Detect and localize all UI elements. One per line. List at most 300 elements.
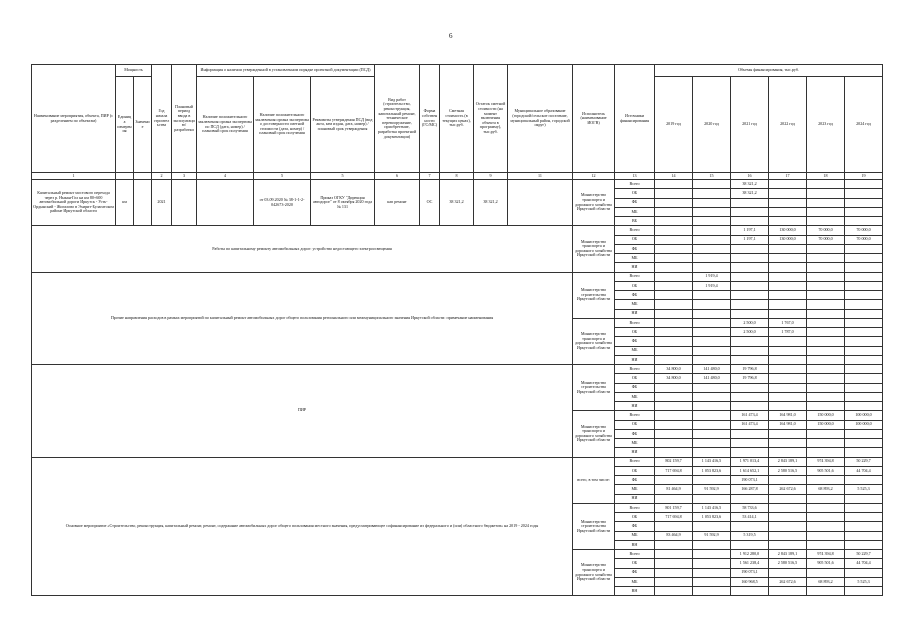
value-cell: 5 525,3 <box>845 577 883 586</box>
value-cell <box>807 217 845 226</box>
value-cell: 190 073,1 <box>731 476 769 485</box>
value-cell <box>845 374 883 383</box>
block-other-executor-1: Министерство строительства Иркутской области <box>573 272 615 318</box>
column-numbers-row <box>32 173 883 180</box>
value-cell <box>845 503 883 512</box>
column-number <box>116 173 134 180</box>
value-cell <box>845 476 883 485</box>
source-code: МБ <box>615 300 655 309</box>
value-cell <box>693 448 731 457</box>
column-number: 5 <box>311 173 375 180</box>
year-header: 2019 год <box>655 77 693 173</box>
value-cell <box>807 448 845 457</box>
value-cell: 34 800,0 <box>655 374 693 383</box>
value-cell <box>769 531 807 540</box>
value-cell <box>769 198 807 207</box>
value-cell <box>655 577 693 586</box>
table-header <box>32 65 883 180</box>
column-number: 12 <box>573 173 615 180</box>
value-cell <box>655 337 693 346</box>
value-cell <box>731 217 769 226</box>
object-start-year: 2021 <box>152 180 172 226</box>
value-cell <box>807 355 845 364</box>
value-cell <box>731 337 769 346</box>
value-cell <box>693 476 731 485</box>
value-cell <box>845 244 883 253</box>
value-cell <box>807 180 845 189</box>
value-cell: 1 971 013,4 <box>731 457 769 466</box>
value-cell <box>807 476 845 485</box>
pd-approval-header: Реквизиты утверждения ПСД (вид акта, кем издан, дата, номер) / плановый срок утверждения <box>311 77 375 173</box>
value-cell: 50 229,7 <box>845 457 883 466</box>
value-cell <box>845 281 883 290</box>
block-main-executor-2: Министерство транспорта и дорожного хозяйства Иркутской области <box>573 550 615 596</box>
value-cell: 1 197,1 <box>731 226 769 235</box>
value-cell <box>731 281 769 290</box>
value-cell <box>845 383 883 392</box>
value-cell <box>693 291 731 300</box>
value-cell <box>655 217 693 226</box>
pd-estimate-header: Наличие положительного заключения органа экспертизы о достоверности сметной стоимости (дата, номер) / плановый срок получения <box>254 77 311 173</box>
value-cell <box>693 235 731 244</box>
value-cell <box>845 207 883 216</box>
object-work-type: кап ремонт <box>375 180 420 226</box>
source-code: ФБ <box>615 244 655 253</box>
source-code: ВБ <box>615 217 655 226</box>
value-cell: 160 968,5 <box>731 577 769 586</box>
value-cell <box>807 337 845 346</box>
column-number: 4 <box>197 173 254 180</box>
value-cell <box>693 420 731 429</box>
value-cell <box>845 198 883 207</box>
value-cell <box>693 429 731 438</box>
value-cell <box>655 568 693 577</box>
cap-unit-header: Единица измерения <box>116 77 134 173</box>
column-number: 8 <box>440 173 474 180</box>
value-cell <box>769 337 807 346</box>
value-cell <box>769 568 807 577</box>
value-cell: 802 159,7 <box>655 457 693 466</box>
value-cell <box>655 207 693 216</box>
value-cell <box>769 263 807 272</box>
source-code: ОБ <box>615 420 655 429</box>
column-number: 3 <box>172 173 197 180</box>
value-cell <box>845 429 883 438</box>
finance-group-header: Объемы финансирования, тыс.руб. <box>655 65 883 77</box>
value-cell: 1 053 823,6 <box>693 513 731 522</box>
value-cell <box>769 383 807 392</box>
value-cell <box>655 244 693 253</box>
value-cell <box>769 374 807 383</box>
year-header: 2023 год <box>807 77 845 173</box>
source-code: ВН <box>615 587 655 596</box>
value-cell <box>807 309 845 318</box>
source-code: НИ <box>615 355 655 364</box>
value-cell <box>769 365 807 374</box>
value-cell <box>693 559 731 568</box>
block-main-executor-1: Министерство строительства Иркутской области <box>573 503 615 549</box>
value-cell <box>693 300 731 309</box>
value-cell: 974 394,8 <box>807 550 845 559</box>
source-code: Всего <box>615 457 655 466</box>
value-cell <box>655 235 693 244</box>
source-code: МБ <box>615 485 655 494</box>
value-cell <box>655 587 693 596</box>
ownership-header: Форма собственности (ГС/МС) <box>420 65 440 173</box>
object-remaining-cost: 38 321,2 <box>474 180 508 226</box>
value-cell <box>807 291 845 300</box>
value-cell <box>731 522 769 531</box>
column-number: 9 <box>474 173 508 180</box>
block-main-total-label: всего, в том числе: <box>573 457 615 503</box>
source-code: МБ <box>615 346 655 355</box>
object-ownership: ОС <box>420 180 440 226</box>
value-cell <box>845 392 883 401</box>
block-pir-executor-2: Министерство транспорта и дорожного хозяйства Иркутской области <box>573 411 615 457</box>
value-cell: 1 614 652,1 <box>731 466 769 475</box>
value-cell <box>655 254 693 263</box>
column-number: 17 <box>769 173 807 180</box>
value-cell <box>693 244 731 253</box>
value-cell <box>807 244 845 253</box>
value-cell <box>807 374 845 383</box>
start-year-header: Год начала строительства <box>152 65 172 173</box>
value-cell: 164 981,0 <box>769 411 807 420</box>
column-number: 19 <box>845 173 883 180</box>
value-cell: 70 000,0 <box>807 226 845 235</box>
column-number: 14 <box>655 173 693 180</box>
value-cell: 1 767,0 <box>769 318 807 327</box>
value-cell <box>769 494 807 503</box>
value-cell <box>807 346 845 355</box>
block-capital-executor: Министерство транспорта и дорожного хозяйства Иркутской области <box>573 226 615 272</box>
object-executor: Министерство транспорта и дорожного хозяйства Иркутской области <box>573 180 615 226</box>
value-cell: 70 000,0 <box>807 235 845 244</box>
value-cell: 141 480,0 <box>693 374 731 383</box>
estimate-cost-header: Сметная стоимость (в текущих ценах), тыс.руб. <box>440 65 474 173</box>
value-cell <box>693 355 731 364</box>
column-number: 13 <box>615 173 655 180</box>
value-cell <box>845 217 883 226</box>
table-row <box>32 365 883 374</box>
value-cell <box>731 383 769 392</box>
value-cell <box>693 207 731 216</box>
value-cell: 717 694,8 <box>655 513 693 522</box>
value-cell <box>807 439 845 448</box>
value-cell <box>655 448 693 457</box>
value-cell <box>731 540 769 549</box>
value-cell <box>769 254 807 263</box>
value-cell: 262 672,6 <box>769 577 807 586</box>
source-code: Всего <box>615 411 655 420</box>
value-cell <box>807 494 845 503</box>
value-cell <box>845 309 883 318</box>
value-cell: 91 592,9 <box>693 531 731 540</box>
value-cell <box>731 402 769 411</box>
value-cell: 38 321,2 <box>731 180 769 189</box>
value-cell <box>845 263 883 272</box>
executor-header: Исполнитель (наименование ИОГВ) <box>573 65 615 173</box>
financing-table <box>31 64 883 596</box>
value-cell <box>731 198 769 207</box>
value-cell <box>845 439 883 448</box>
col-name-header: Наименование мероприятия, объекта, ПИР (с разделением по объектам) <box>32 65 116 173</box>
value-cell <box>655 383 693 392</box>
value-cell <box>845 328 883 337</box>
value-cell <box>655 180 693 189</box>
value-cell <box>845 540 883 549</box>
value-cell <box>845 522 883 531</box>
value-cell <box>807 300 845 309</box>
value-cell: 91 592,9 <box>693 485 731 494</box>
value-cell <box>845 531 883 540</box>
value-cell <box>845 300 883 309</box>
value-cell: 166 287,8 <box>731 485 769 494</box>
value-cell <box>807 383 845 392</box>
value-cell <box>845 568 883 577</box>
value-cell <box>693 346 731 355</box>
value-cell <box>731 309 769 318</box>
source-code: ОБ <box>615 559 655 568</box>
value-cell <box>845 254 883 263</box>
value-cell <box>807 429 845 438</box>
value-cell: 19 796,8 <box>731 365 769 374</box>
value-cell: 1 561 238,4 <box>731 559 769 568</box>
value-cell <box>655 189 693 198</box>
value-cell <box>655 494 693 503</box>
source-code: ОБ <box>615 328 655 337</box>
value-cell <box>845 189 883 198</box>
table-row <box>32 180 883 189</box>
value-cell <box>807 263 845 272</box>
column-number: 2 <box>152 173 172 180</box>
source-code: ФБ <box>615 291 655 300</box>
value-cell <box>731 355 769 364</box>
value-cell <box>731 300 769 309</box>
source-code: Всего <box>615 272 655 281</box>
year-header: 2022 год <box>769 77 807 173</box>
value-cell <box>845 355 883 364</box>
value-cell: 44 704,4 <box>845 466 883 475</box>
value-cell <box>845 365 883 374</box>
pd-conclusion-header: Наличие положительного заключения органа экспертизы по ПСД (дата, номер) / плановый срок получения <box>197 77 254 173</box>
value-cell: 150 000,0 <box>807 411 845 420</box>
value-cell <box>769 355 807 364</box>
value-cell <box>693 392 731 401</box>
value-cell <box>693 226 731 235</box>
column-number <box>134 173 152 180</box>
source-code: ФБ <box>615 476 655 485</box>
value-cell <box>655 291 693 300</box>
capacity-header: Мощность <box>116 65 152 77</box>
value-cell: 100 000,0 <box>845 420 883 429</box>
year-header: 2020 год <box>693 77 731 173</box>
value-cell <box>693 328 731 337</box>
source-code: НИ <box>615 402 655 411</box>
value-cell <box>655 263 693 272</box>
value-cell <box>845 402 883 411</box>
value-cell <box>693 337 731 346</box>
value-cell <box>731 587 769 596</box>
value-cell <box>769 540 807 549</box>
value-cell <box>693 180 731 189</box>
page-number: 6 <box>449 32 453 40</box>
source-code: НИ <box>615 448 655 457</box>
value-cell <box>845 587 883 596</box>
source-code: НИ <box>615 309 655 318</box>
column-number: 11 <box>508 173 573 180</box>
value-cell: 68 893,2 <box>807 577 845 586</box>
source-code: Всего <box>615 365 655 374</box>
source-code: ФБ <box>615 429 655 438</box>
value-cell: 262 672,6 <box>769 485 807 494</box>
value-cell <box>807 328 845 337</box>
value-cell <box>655 402 693 411</box>
block-main-title: Основное мероприятие «Строительство, реконструкция, капитальный ремонт, ремонт, содержание автомобильных дорог общего пользования местного значения, предусматривающее софинансирование из федерального и (или) областного бюджетов» на 2019 - 2024 годы <box>32 457 573 596</box>
value-cell <box>807 365 845 374</box>
value-cell <box>655 300 693 309</box>
value-cell <box>655 559 693 568</box>
value-cell <box>807 189 845 198</box>
value-cell <box>731 291 769 300</box>
value-cell: 53 414,1 <box>731 513 769 522</box>
object-pd-approval: Приказ ОГКУ "Дирекция автодорог" от 8 октября 2020 года № 131 <box>311 180 375 226</box>
value-cell <box>655 198 693 207</box>
value-cell <box>655 392 693 401</box>
source-code: ОБ <box>615 235 655 244</box>
value-cell: 974 394,8 <box>807 457 845 466</box>
value-cell <box>693 383 731 392</box>
source-code: ФБ <box>615 522 655 531</box>
remaining-cost-header: Остаток сметной стоимости (на момент включения объекта в программу), тыс.руб. <box>474 65 508 173</box>
cap-value-header: Значение <box>134 77 152 173</box>
value-cell <box>769 448 807 457</box>
value-cell: 1 143 416,5 <box>693 503 731 512</box>
value-cell: 5 525,3 <box>845 485 883 494</box>
source-code: Всего <box>615 503 655 512</box>
value-cell: 150 000,0 <box>807 420 845 429</box>
value-cell: 2 580 516,5 <box>769 559 807 568</box>
source-code: ФБ <box>615 383 655 392</box>
value-cell <box>807 522 845 531</box>
value-cell: 1 053 823,6 <box>693 466 731 475</box>
value-cell <box>693 540 731 549</box>
value-cell <box>655 281 693 290</box>
value-cell <box>845 318 883 327</box>
value-cell <box>731 494 769 503</box>
value-cell <box>807 207 845 216</box>
source-code: НИ <box>615 263 655 272</box>
source-code: ОБ <box>615 466 655 475</box>
value-cell <box>655 318 693 327</box>
value-cell: 141 480,0 <box>693 365 731 374</box>
source-code: ФБ <box>615 337 655 346</box>
value-cell <box>807 513 845 522</box>
block-other-title: Прочие направления расходов в рамках мероприятий по капитальный ремонт автомобильных дорог общего пользования регионального или межмуниципального значения Иркутской области: примечание наименования <box>32 272 573 365</box>
value-cell <box>845 291 883 300</box>
value-cell: 801 159,7 <box>655 503 693 512</box>
value-cell <box>807 281 845 290</box>
column-number: 5 <box>254 173 311 180</box>
value-cell <box>807 318 845 327</box>
source-code: Всего <box>615 550 655 559</box>
source-code: Всего <box>615 318 655 327</box>
value-cell <box>655 328 693 337</box>
work-type-header: Вид работ (строительство, реконструкция, капитальный ремонт, техническое перевооружение, приобретение, разработка проектной документации) <box>375 65 420 173</box>
value-cell: 5 319,5 <box>731 531 769 540</box>
value-cell <box>655 439 693 448</box>
source-code: ОБ <box>615 281 655 290</box>
value-cell: 38 321,2 <box>731 189 769 198</box>
source-code: ОБ <box>615 374 655 383</box>
source-code: МБ <box>615 577 655 586</box>
block-capital-title: Работы по капитальному ремонту автомобильных дорог: устройство недостающего электроосвещения <box>32 226 573 272</box>
value-cell: 161 473,4 <box>731 420 769 429</box>
pd-group-header: Информация о наличии утвержденной в установленном порядке проектной документации (ПСД) <box>197 65 375 77</box>
year-header: 2021 год <box>731 77 769 173</box>
value-cell: 70 000,0 <box>845 235 883 244</box>
value-cell <box>693 189 731 198</box>
object-unit: км <box>116 180 134 226</box>
value-cell <box>693 411 731 420</box>
value-cell <box>655 226 693 235</box>
table-row <box>32 226 883 235</box>
source-code: МБ <box>615 207 655 216</box>
value-cell <box>731 392 769 401</box>
block-other-executor-2: Министерство транспорта и дорожного хозяйства Иркутской области <box>573 318 615 364</box>
value-cell <box>731 263 769 272</box>
value-cell <box>693 402 731 411</box>
value-cell <box>807 568 845 577</box>
value-cell: 68 893,2 <box>807 485 845 494</box>
value-cell <box>655 522 693 531</box>
value-cell <box>693 309 731 318</box>
value-cell: 1 197,1 <box>731 235 769 244</box>
value-cell: 130 000,0 <box>769 226 807 235</box>
value-cell: 2 843 189,1 <box>769 550 807 559</box>
block-pir-executor-1: Министерство строительства Иркутской области <box>573 365 615 411</box>
column-number: 16 <box>731 173 769 180</box>
source-code: ВН <box>615 540 655 549</box>
value-cell <box>807 254 845 263</box>
value-cell <box>769 180 807 189</box>
column-number: 15 <box>693 173 731 180</box>
value-cell <box>731 254 769 263</box>
value-cell: 81 464,9 <box>655 485 693 494</box>
value-cell <box>769 476 807 485</box>
value-cell <box>655 540 693 549</box>
value-cell: 70 000,0 <box>845 226 883 235</box>
value-cell <box>769 587 807 596</box>
value-cell <box>731 272 769 281</box>
value-cell <box>769 207 807 216</box>
source-code: МБ <box>615 254 655 263</box>
value-cell <box>693 494 731 503</box>
value-cell <box>769 309 807 318</box>
value-cell <box>731 207 769 216</box>
value-cell <box>845 494 883 503</box>
object-municipality <box>508 180 573 226</box>
value-cell <box>769 522 807 531</box>
value-cell <box>655 429 693 438</box>
value-cell <box>845 272 883 281</box>
value-cell <box>693 318 731 327</box>
value-cell <box>693 198 731 207</box>
value-cell <box>769 402 807 411</box>
source-code: ФБ <box>615 568 655 577</box>
value-cell <box>769 513 807 522</box>
table-row <box>32 457 883 466</box>
